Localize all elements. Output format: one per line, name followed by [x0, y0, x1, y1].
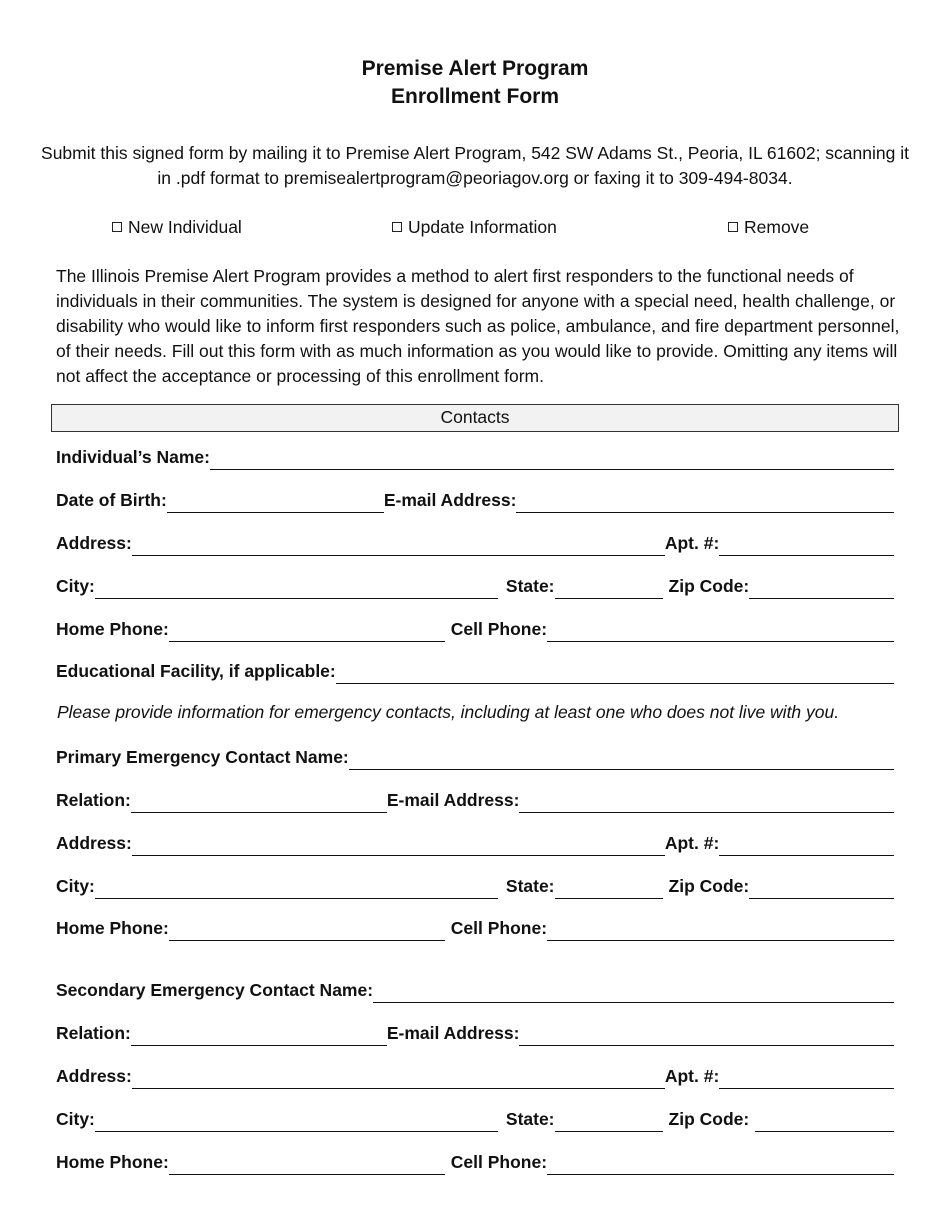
- primary-contact-name-row: [56, 742, 894, 768]
- option-new-individual[interactable]: [112, 215, 242, 239]
- field-label: Relation:: [56, 790, 131, 810]
- field-label: City:: [56, 1109, 95, 1129]
- primary-relation-field[interactable]: [131, 794, 387, 813]
- date-of-birth-field[interactable]: [167, 494, 384, 513]
- primary-apt-field[interactable]: [719, 837, 894, 856]
- section-header-contacts: Contacts: [51, 404, 899, 432]
- submit-instructions: Submit this signed form by mailing it to Premise Alert Program, 542 SW Adams St., Peoria, IL 61602; scanning it in .pdf format to premisealertprogram@peoriagov.org or faxing it to 309-494-8034.: [41, 143, 909, 188]
- secondary-email-field[interactable]: [519, 1027, 894, 1046]
- field-label: Secondary Emergency Contact Name:: [56, 980, 374, 1000]
- field-label: Zip Code:: [668, 576, 750, 596]
- educational-facility-field[interactable]: [336, 665, 894, 684]
- state-field[interactable]: [555, 580, 663, 599]
- field-label: Home Phone:: [56, 1152, 169, 1172]
- primary-contact-name-field[interactable]: [349, 751, 894, 770]
- checkbox-icon[interactable]: [112, 222, 122, 232]
- individual-name-row: [56, 442, 894, 468]
- city-field[interactable]: [95, 580, 498, 599]
- field-label: Primary Emergency Contact Name:: [56, 747, 349, 767]
- checkbox-icon[interactable]: [392, 222, 402, 232]
- individual-name-field[interactable]: [210, 451, 894, 470]
- field-label: Home Phone:: [56, 918, 169, 938]
- primary-home-phone-field[interactable]: [169, 922, 445, 941]
- field-label: State:: [505, 876, 555, 896]
- option-label: Update Information: [408, 217, 557, 237]
- option-label: Remove: [744, 217, 810, 237]
- apt-field[interactable]: [719, 537, 894, 556]
- option-update-information[interactable]: [392, 215, 557, 239]
- city-state-zip-row: [56, 571, 894, 597]
- field-label: City:: [56, 876, 95, 896]
- field-label: City:: [56, 576, 95, 596]
- secondary-contact-name-field[interactable]: [373, 984, 894, 1003]
- secondary-relation-field[interactable]: [131, 1027, 387, 1046]
- field-label: Zip Code:: [668, 876, 750, 896]
- phone-row: [56, 614, 894, 640]
- field-label: Cell Phone:: [450, 918, 548, 938]
- field-label: E-mail Address:: [383, 490, 517, 510]
- field-label: E-mail Address:: [386, 1023, 520, 1043]
- field-label: Apt. #:: [664, 1066, 720, 1086]
- primary-address-row: [56, 828, 894, 854]
- field-label: Cell Phone:: [450, 619, 548, 639]
- field-label: Cell Phone:: [450, 1152, 548, 1172]
- cell-phone-field[interactable]: [547, 623, 894, 642]
- home-phone-field[interactable]: [169, 623, 445, 642]
- option-label: New Individual: [128, 217, 242, 237]
- secondary-address-field[interactable]: [132, 1070, 665, 1089]
- field-label: State:: [505, 1109, 555, 1129]
- field-label: Home Phone:: [56, 619, 169, 639]
- secondary-apt-field[interactable]: [719, 1070, 894, 1089]
- secondary-relation-email-row: [56, 1018, 894, 1044]
- field-label: Individual’s Name:: [56, 447, 210, 467]
- primary-city-state-zip-row: [56, 871, 894, 897]
- field-label: Relation:: [56, 1023, 131, 1043]
- secondary-phone-row: [56, 1147, 894, 1173]
- secondary-city-state-zip-row: [56, 1104, 894, 1130]
- dob-email-row: [56, 485, 894, 511]
- email-field[interactable]: [516, 494, 894, 513]
- field-label: E-mail Address:: [386, 790, 520, 810]
- field-label: Educational Facility, if applicable:: [56, 661, 336, 681]
- checkbox-icon[interactable]: [728, 222, 738, 232]
- secondary-city-field[interactable]: [95, 1113, 498, 1132]
- secondary-contact-name-row: [56, 975, 894, 1001]
- field-label: Address:: [56, 533, 132, 553]
- field-label: Address:: [56, 1066, 132, 1086]
- primary-phone-row: [56, 913, 894, 939]
- address-field[interactable]: [132, 537, 665, 556]
- secondary-zip-field[interactable]: [755, 1113, 894, 1132]
- primary-email-field[interactable]: [519, 794, 894, 813]
- field-label: Address:: [56, 833, 132, 853]
- field-label: State:: [505, 576, 555, 596]
- primary-state-field[interactable]: [555, 880, 663, 899]
- primary-address-field[interactable]: [132, 837, 665, 856]
- primary-zip-field[interactable]: [749, 880, 894, 899]
- address-row: [56, 528, 894, 554]
- educational-facility-row: [56, 656, 894, 682]
- form-subtitle: Enrollment Form: [390, 85, 559, 108]
- primary-city-field[interactable]: [95, 880, 498, 899]
- secondary-cell-phone-field[interactable]: [547, 1156, 894, 1175]
- intro-paragraph: The Illinois Premise Alert Program provides a method to alert first responders to the functional needs of individuals in their communities. The system is designed for anyone with a special need, health challenge, or disability who would like to inform first responders such as police, ambulance, and fire department personnel, of their needs. Fill out this form with as much information as you would like to provide. Omitting any items will not affect the acceptance or processing of this enrollment form.: [56, 266, 900, 386]
- field-label: Zip Code:: [668, 1109, 750, 1129]
- secondary-home-phone-field[interactable]: [169, 1156, 445, 1175]
- secondary-state-field[interactable]: [555, 1113, 663, 1132]
- field-label: Date of Birth:: [56, 490, 167, 510]
- form-title: Premise Alert Program: [361, 57, 589, 80]
- zip-field[interactable]: [749, 580, 894, 599]
- option-remove[interactable]: [728, 215, 809, 239]
- field-label: Apt. #:: [664, 833, 720, 853]
- field-label: Apt. #:: [664, 533, 720, 553]
- primary-relation-email-row: [56, 785, 894, 811]
- emergency-contacts-note: Please provide information for emergency contacts, including at least one who does not live with you.: [57, 702, 840, 722]
- primary-cell-phone-field[interactable]: [547, 922, 894, 941]
- secondary-address-row: [56, 1061, 894, 1087]
